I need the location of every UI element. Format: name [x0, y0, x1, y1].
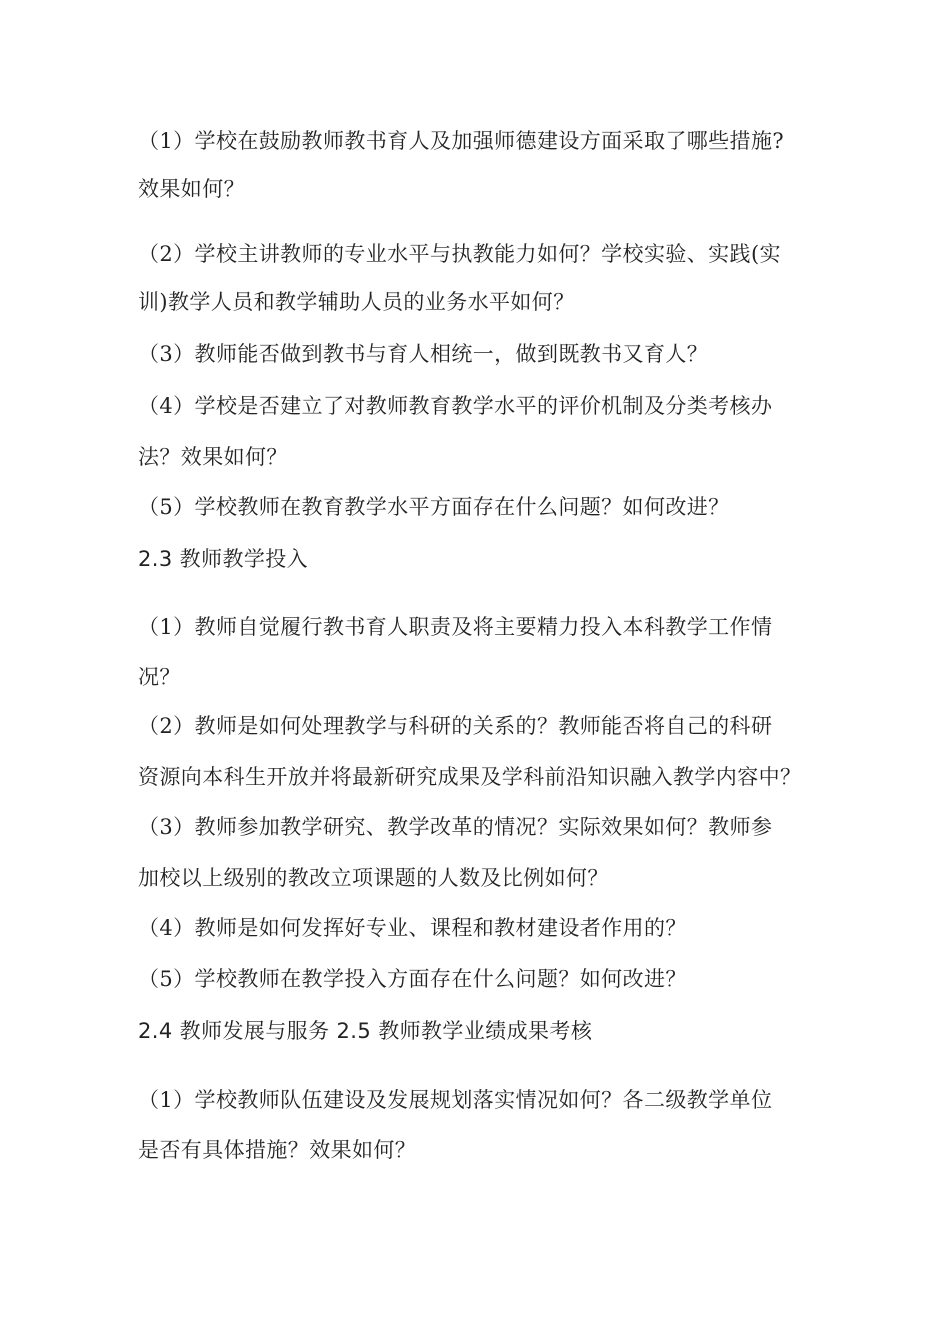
- paragraph-line: 训)教学人员和教学辅助人员的业务水平如何？: [138, 290, 575, 314]
- section-heading: 2.3 教师教学投入: [138, 547, 309, 571]
- paragraph-line: （3）教师能否做到教书与育人相统一，做到既教书又育人？: [138, 342, 709, 366]
- paragraph-line: （3）教师参加教学研究、教学改革的情况？实际效果如何？教师参: [138, 815, 773, 839]
- paragraph-line: 是否有具体措施？效果如何？: [138, 1138, 417, 1162]
- paragraph-line: （4）教师是如何发挥好专业、课程和教材建设者作用的？: [138, 916, 687, 940]
- paragraph-line: 资源向本科生开放并将最新研究成果及学科前沿知识融入教学内容中？: [138, 765, 802, 789]
- paragraph-line: （1）学校教师队伍建设及发展规划落实情况如何？各二级教学单位: [138, 1088, 773, 1112]
- paragraph-line: （5）学校教师在教育教学水平方面存在什么问题？如何改进？: [138, 495, 730, 519]
- paragraph-line: 法？效果如何？: [138, 445, 288, 469]
- paragraph-line: 加校以上级别的教改立项课题的人数及比例如何？: [138, 866, 609, 890]
- paragraph-line: 效果如何？: [138, 177, 245, 201]
- paragraph-line: （4）学校是否建立了对教师教育教学水平的评价机制及分类考核办: [138, 394, 773, 418]
- paragraph-line: 况？: [138, 665, 181, 689]
- paragraph-line: （2）学校主讲教师的专业水平与执教能力如何？学校实验、实践(实: [138, 242, 781, 266]
- paragraph-line: （5）学校教师在教学投入方面存在什么问题？如何改进？: [138, 967, 687, 991]
- paragraph-line: （1）学校在鼓励教师教书育人及加强师德建设方面采取了哪些措施?: [138, 129, 785, 153]
- paragraph-line: （1）教师自觉履行教书育人职责及将主要精力投入本科教学工作情: [138, 615, 773, 639]
- section-heading: 2.4 教师发展与服务 2.5 教师教学业绩成果考核: [138, 1019, 593, 1043]
- paragraph-line: （2）教师是如何处理教学与科研的关系的？教师能否将自己的科研: [138, 714, 773, 738]
